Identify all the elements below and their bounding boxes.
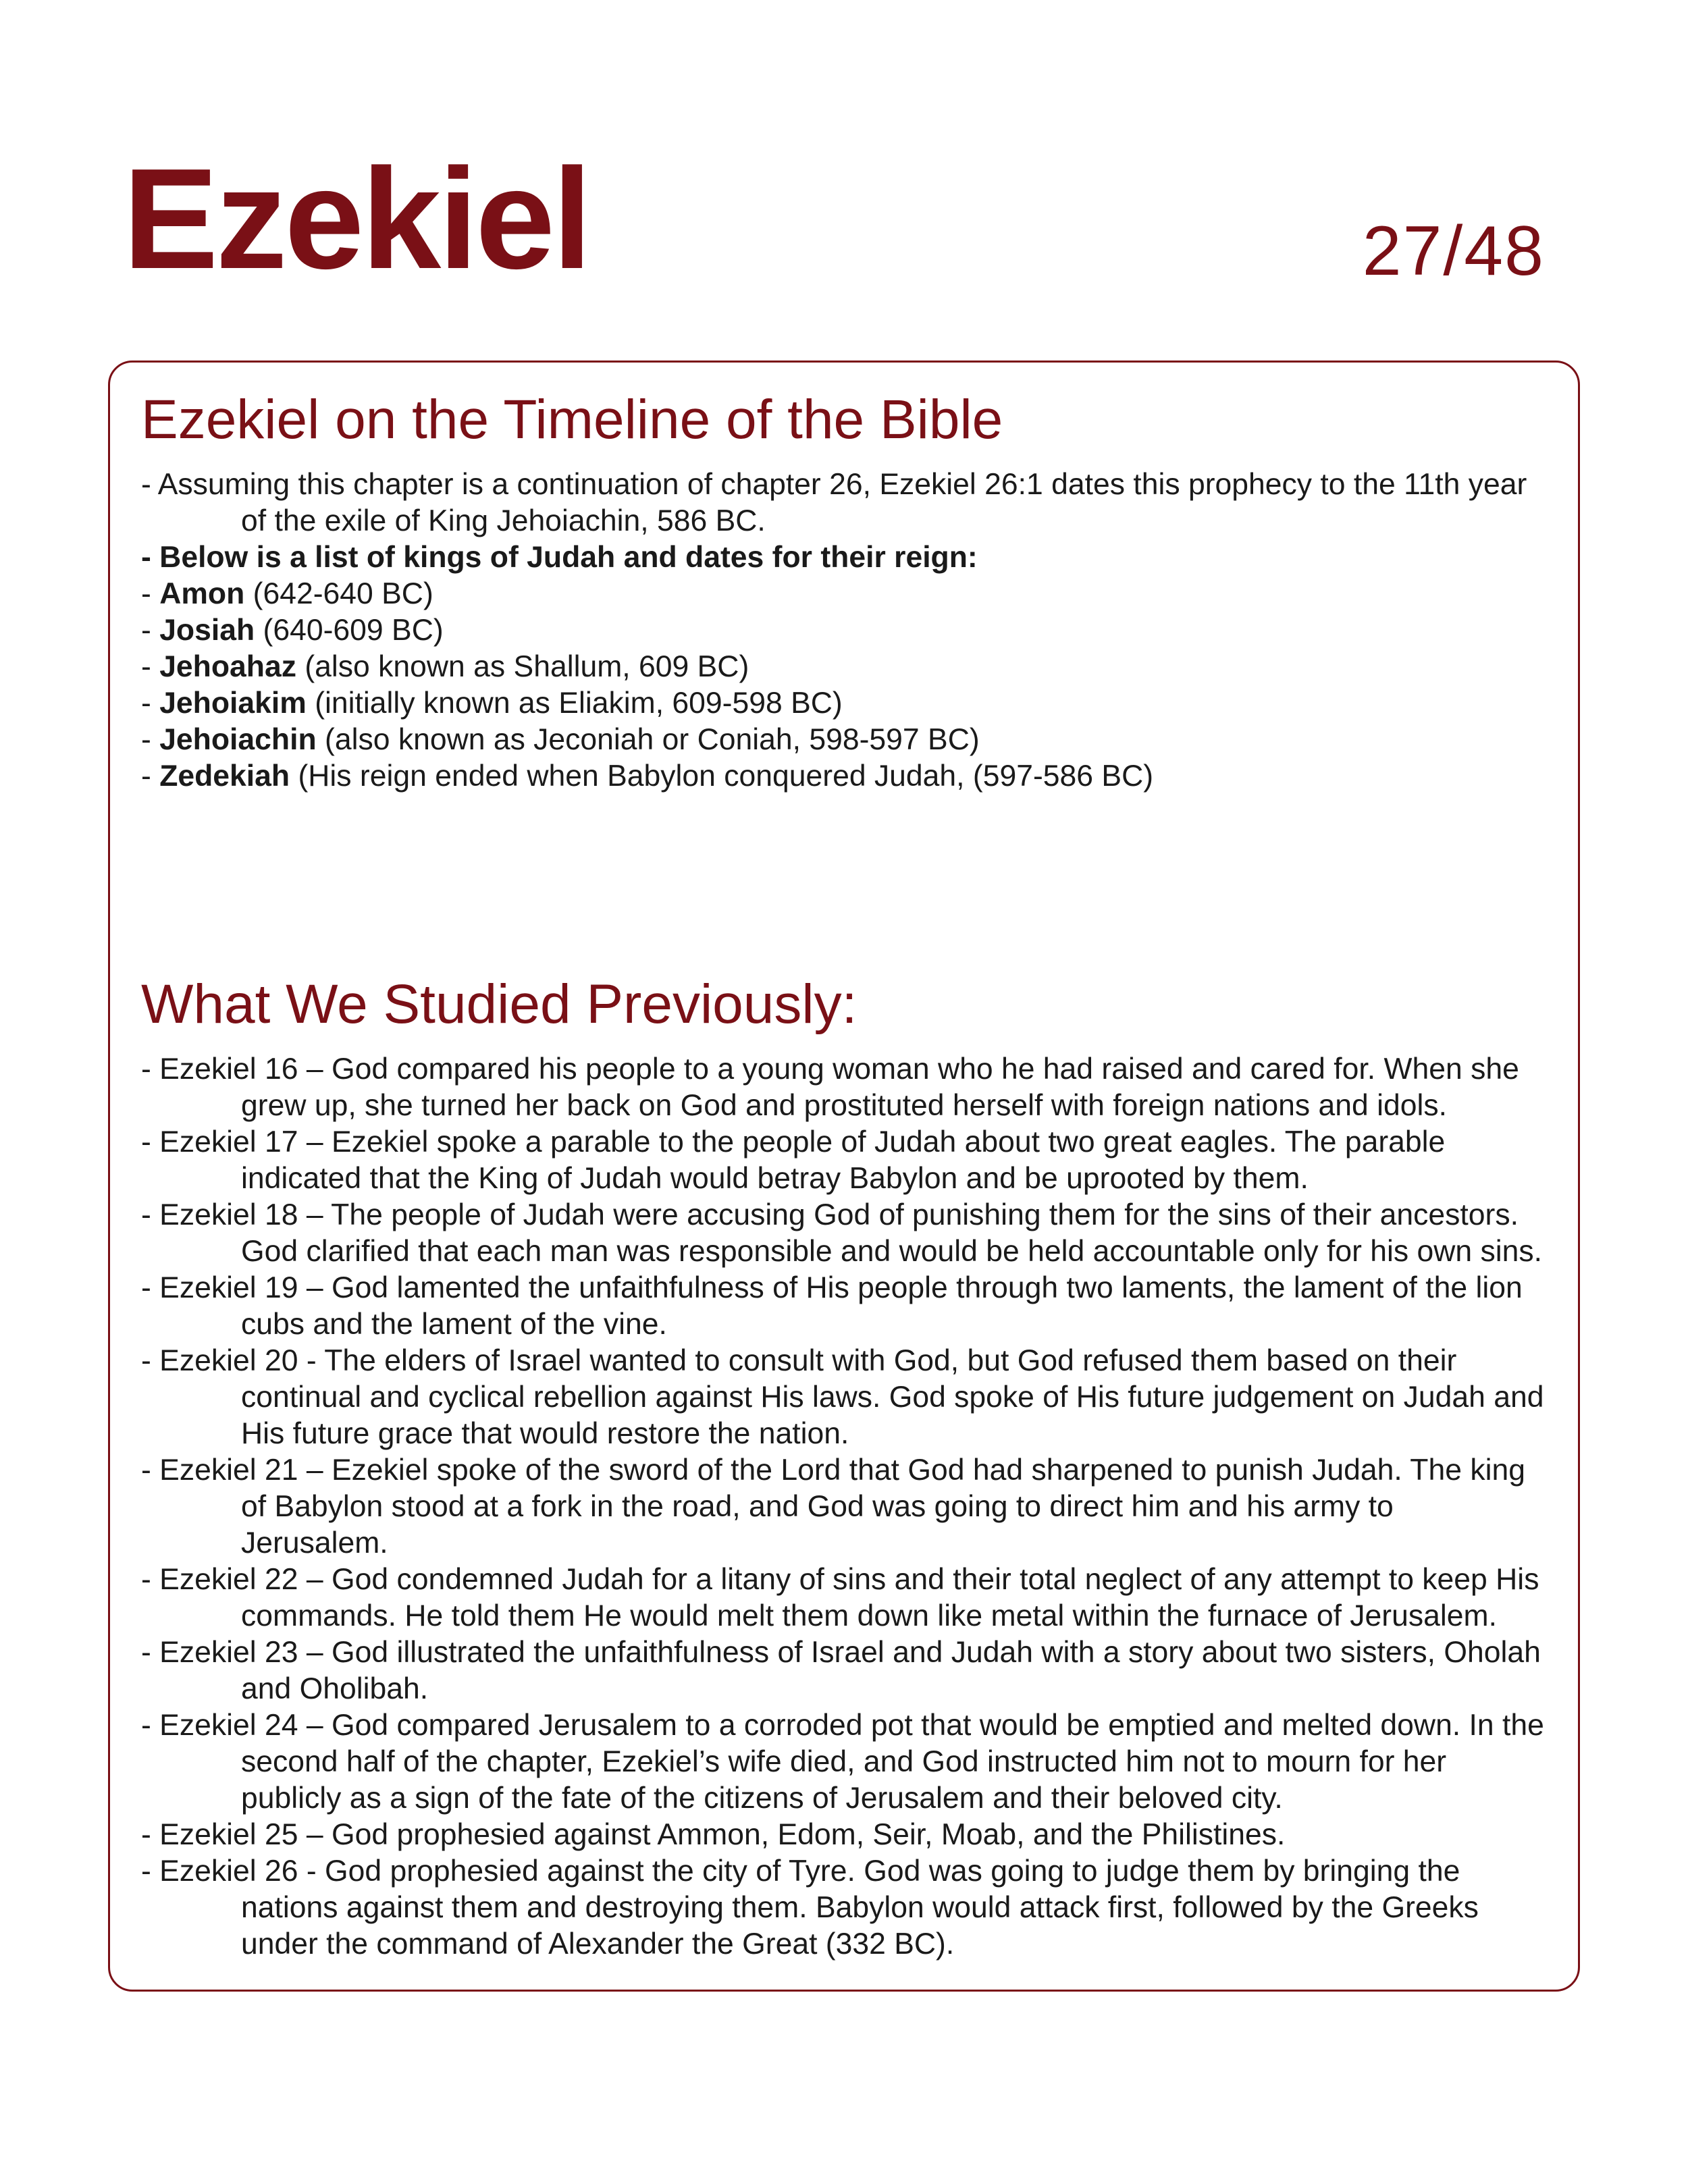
king-name: Jehoiachin bbox=[159, 723, 317, 756]
previous-item: - Ezekiel 22 – God condemned Judah for a litany of sins and their total neglect of any attempt to keep His commands. He told them He would melt them down like metal within the furnace of Jerusalem. bbox=[141, 1563, 1539, 1632]
timeline-item bbox=[141, 612, 1546, 649]
previous-item: - Ezekiel 16 – God compared his people to a young woman who he had raised and cared for. When she grew up, she turned her back on God and prostituted herself with foreign nations and idols. bbox=[141, 1053, 1519, 1122]
previous-item: - Ezekiel 19 – God lamented the unfaithfulness of His people through two laments, the lament of the lion cubs and the lament of the vine. bbox=[141, 1271, 1523, 1341]
previous-item: - Ezekiel 21 – Ezekiel spoke of the sword of the Lord that God had sharpened to punish Judah. The king of Babylon stood at a fork in the road, and God was going to direct him and his army to Jerusalem. bbox=[141, 1454, 1525, 1560]
timeline-item bbox=[141, 576, 1546, 612]
page-number: 27/48 bbox=[1362, 212, 1545, 290]
timeline-item bbox=[141, 685, 1546, 722]
timeline-item-prefix: - bbox=[141, 650, 160, 683]
previous-item: - Ezekiel 26 - God prophesied against the city of Tyre. God was going to judge them by bringing the nations against them and destroying them. Babylon would attack first, followed by the Greeks under the command of Alexander the Great (332 BC). bbox=[141, 1855, 1479, 1961]
timeline-item bbox=[141, 722, 1546, 758]
previous-item: - Ezekiel 17 – Ezekiel spoke a parable to the people of Judah about two great eagles. The parable indicated that the King of Judah would betray Babylon and be uprooted by them. bbox=[141, 1125, 1446, 1195]
king-dates: (640-609 BC) bbox=[255, 614, 444, 647]
previous-heading: What We Studied Previously: bbox=[141, 974, 858, 1035]
king-name: Zedekiah bbox=[159, 760, 290, 793]
timeline-item-prefix: - bbox=[141, 687, 160, 720]
timeline-item-prefix: - bbox=[141, 760, 160, 793]
previous-list bbox=[141, 1051, 1546, 1963]
timeline-item bbox=[141, 649, 1546, 685]
timeline-item-text: - Assuming this chapter is a continuation of chapter 26, Ezekiel 26:1 dates this prophecy to the 11th year of the exile of King Jehoiachin, 586 BC. bbox=[141, 468, 1527, 537]
timeline-item bbox=[141, 539, 1546, 576]
timeline-item-prefix: - bbox=[141, 614, 160, 647]
timeline-item-prefix: - bbox=[141, 723, 160, 756]
timeline-heading: Ezekiel on the Timeline of the Bible bbox=[141, 389, 1003, 450]
timeline-item bbox=[141, 758, 1546, 795]
previous-item: - Ezekiel 23 – God illustrated the unfaithfulness of Israel and Judah with a story about two sisters, Oholah and Oholibah. bbox=[141, 1636, 1541, 1705]
timeline-list bbox=[141, 467, 1546, 795]
king-dates: (His reign ended when Babylon conquered Judah, (597-586 BC) bbox=[290, 760, 1154, 793]
king-dates: (initially known as Eliakim, 609-598 BC) bbox=[306, 687, 843, 720]
previous-item: - Ezekiel 20 - The elders of Israel wanted to consult with God, but God refused them based on their continual and cyclical rebellion against His laws. God spoke of His future judgement on Judah and His future grace that would restore the nation. bbox=[141, 1344, 1544, 1450]
king-name: Amon bbox=[159, 577, 245, 610]
timeline-item-bold: - Below is a list of kings of Judah and dates for their reign: bbox=[141, 541, 978, 574]
timeline-item-prefix: - bbox=[141, 577, 160, 610]
king-dates: (also known as Shallum, 609 BC) bbox=[296, 650, 749, 683]
content-box bbox=[108, 361, 1580, 1992]
timeline-item bbox=[141, 467, 1546, 539]
king-name: Jehoiakim bbox=[159, 687, 307, 720]
king-dates: (642-640 BC) bbox=[244, 577, 433, 610]
page-title: Ezekiel bbox=[123, 138, 589, 298]
previous-item: - Ezekiel 24 – God compared Jerusalem to a corroded pot that would be emptied and melted down. In the second half of the chapter, Ezekiel’s wife died, and God instructed him not to mourn for her publicly as a sign of the fate of the citizens of Jerusalem and their beloved city. bbox=[141, 1709, 1544, 1815]
king-name: Josiah bbox=[159, 614, 255, 647]
previous-item: - Ezekiel 25 – God prophesied against Ammon, Edom, Seir, Moab, and the Philistines. bbox=[141, 1818, 1286, 1851]
king-name: Jehoahaz bbox=[159, 650, 296, 683]
king-dates: (also known as Jeconiah or Coniah, 598-597 BC) bbox=[316, 723, 980, 756]
previous-item: - Ezekiel 18 – The people of Judah were accusing God of punishing them for the sins of their ancestors. God clarified that each man was responsible and would be held accountable only for his own sins. bbox=[141, 1198, 1542, 1268]
